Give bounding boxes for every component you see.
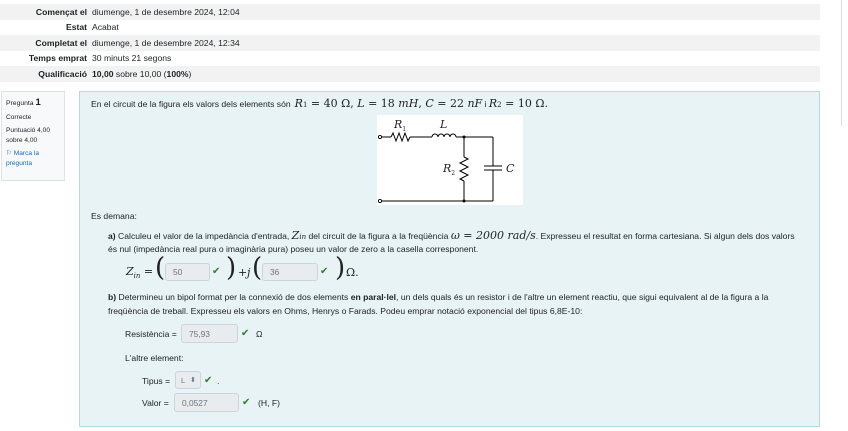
part-a-line1	[108, 229, 795, 242]
summary-label: Qualificació	[38, 68, 87, 79]
tipus-period: .	[217, 376, 220, 386]
eq-equals: =	[140, 265, 154, 278]
part-b-bold: en paral·lel	[350, 292, 397, 302]
summary-value: diumenge, 1 de desembre 2024, 12:04	[92, 6, 240, 17]
summary-value: 30 minuts 21 segons	[92, 53, 172, 64]
intro-mh: mH	[398, 97, 419, 110]
flag-question-link[interactable]	[6, 149, 60, 168]
part-b-line1	[108, 292, 768, 302]
question-content	[79, 91, 820, 427]
altre-element-label: L'altre element:	[125, 353, 184, 363]
circuit-r1-letter: R	[394, 118, 403, 131]
intro-i: i	[482, 99, 489, 109]
summary-row-started	[0, 4, 820, 20]
check-icon: ✔	[241, 328, 250, 339]
grade-end: )	[188, 68, 192, 79]
summary-row-state	[0, 20, 820, 36]
valor-label: Valor =	[142, 398, 172, 408]
part-a-zsub: in	[299, 233, 307, 241]
summary-label: Començat el	[35, 6, 87, 17]
select-arrows-icon: ⬍	[190, 377, 197, 384]
part-a-rads: rad/s	[507, 229, 536, 242]
part-a-text3: . Expresseu el resultat en forma cartesiana. Si algun dels dos valors	[535, 231, 795, 241]
question-intro	[91, 97, 548, 110]
resistencia-unit: Ω	[256, 329, 263, 339]
summary-value	[92, 69, 191, 79]
tipus-label: Tipus =	[142, 376, 173, 386]
intro-text: En el circuit de la figura els valors dels elements són	[91, 99, 291, 109]
eq-z-letter: Z	[126, 265, 134, 278]
intro-eq3: = 22	[433, 97, 468, 110]
part-b-text2: , un dels quals és un resistor i de l'altre un element reactiu, que sigui equivalent al de la figura a la	[396, 292, 769, 302]
part-a-label: a)	[108, 231, 116, 241]
flag-label-line2: pregunta	[6, 159, 33, 167]
part-a-z: Z	[291, 229, 300, 242]
summary-label: Estat	[65, 22, 87, 33]
resistencia-value: 75,93	[189, 328, 210, 339]
intro-eq2: = 18	[364, 97, 399, 110]
intro-r2: R	[488, 97, 498, 110]
summary-value: diumenge, 1 de desembre 2024, 12:34	[92, 37, 240, 48]
part-a-text1: Calculeu el valor de la impedància d'entrada,	[115, 231, 292, 241]
circuit-label-l: L	[440, 118, 448, 131]
es-demana: Es demana:	[91, 211, 137, 221]
part-b-line2: freqüència de treball. Expresseu els valors en Ohms, Henrys o Farads. Podeu emprar notació exponencial del tipus 6,8E-10:	[108, 306, 583, 316]
check-icon: ✔	[212, 266, 221, 277]
eq-paren-close-2: )	[335, 253, 346, 283]
summary-row-grade	[0, 66, 820, 82]
tipus-value: L	[181, 375, 186, 385]
part-b-label: b)	[108, 292, 117, 302]
intro-c: C	[425, 97, 434, 110]
question-word: Pregunta	[6, 100, 34, 107]
eq-j: j	[247, 266, 251, 279]
summary-label: Completat el	[35, 37, 87, 48]
part-a-text2: del circuit de la figura a la freqüència	[306, 231, 451, 241]
intro-l: L	[357, 97, 365, 110]
flag-label-line1: Marca la	[13, 150, 40, 158]
valor-unit: (H, F)	[258, 398, 280, 408]
intro-r1: R	[294, 97, 303, 110]
intro-r1-sub: 1	[302, 101, 308, 109]
intro-comma: ,	[418, 97, 426, 110]
circuit-label-r1	[394, 118, 406, 133]
eq-paren-open-2: (	[252, 253, 263, 283]
summary-label: Temps emprat	[28, 53, 87, 64]
question-info-box	[1, 91, 65, 181]
part-a-omega: ω = 2000	[450, 229, 508, 242]
intro-nf: nF	[467, 97, 483, 110]
circuit-figure	[377, 115, 523, 205]
question-status: Correcte	[6, 113, 32, 121]
part-a-line2: és nul (impedància real pura o imaginària pura) poseu un valor de zero a la casella corresponent.	[108, 244, 479, 254]
tipus-select[interactable]	[175, 371, 201, 389]
real-part-value: 50	[173, 267, 183, 277]
real-part-input[interactable]	[165, 263, 210, 281]
summary-value: Acabat	[92, 22, 119, 33]
imag-part-value: 36	[270, 267, 280, 277]
check-icon: ✔	[242, 397, 251, 408]
intro-eq1: = 40 Ω,	[307, 97, 358, 110]
part-b-text1: Determineu un bipol format per la connexió de dos elements	[116, 292, 351, 302]
eq-plus: +	[238, 266, 248, 279]
summary-row-completed	[0, 35, 820, 51]
intro-r2-sub: 2	[497, 101, 502, 109]
resistencia-label: Resistència =	[125, 329, 180, 339]
circuit-r2-letter: R	[443, 162, 452, 175]
eq-paren-close-1: )	[226, 253, 237, 283]
imag-part-input[interactable]	[262, 263, 318, 281]
question-score-line2: sobre 4,00	[6, 136, 38, 144]
question-number	[6, 96, 60, 110]
circuit-label-c: C	[506, 162, 515, 175]
circuit-label-r2	[443, 162, 455, 177]
valor-value: 0,0527	[182, 397, 208, 408]
eq-paren-open-1: (	[155, 253, 166, 283]
circuit-r2-sub: 2	[451, 170, 456, 178]
eq-z-sub: in	[133, 272, 141, 281]
quiz-summary-table	[0, 4, 820, 82]
resistencia-input[interactable]	[181, 324, 238, 343]
grade-percent: 100%	[166, 68, 189, 79]
check-icon: ✔	[204, 375, 213, 386]
page-scrollbar[interactable]	[841, 0, 848, 126]
question-score-line1: Puntuació 4,00	[6, 127, 50, 135]
check-icon: ✔	[320, 266, 329, 277]
flag-icon: ⚐	[6, 150, 12, 158]
grade-value: 10,00	[92, 68, 114, 79]
eq-z	[126, 265, 153, 280]
intro-eq4: = 10 Ω.	[501, 97, 548, 110]
circuit-r1-sub: 1	[402, 126, 407, 134]
eq-omega-unit: Ω.	[346, 266, 359, 279]
summary-row-time	[0, 51, 820, 67]
question-number-value: 1	[35, 97, 41, 108]
grade-mid: sobre 10,00 (	[115, 68, 167, 79]
valor-input[interactable]	[174, 393, 239, 412]
